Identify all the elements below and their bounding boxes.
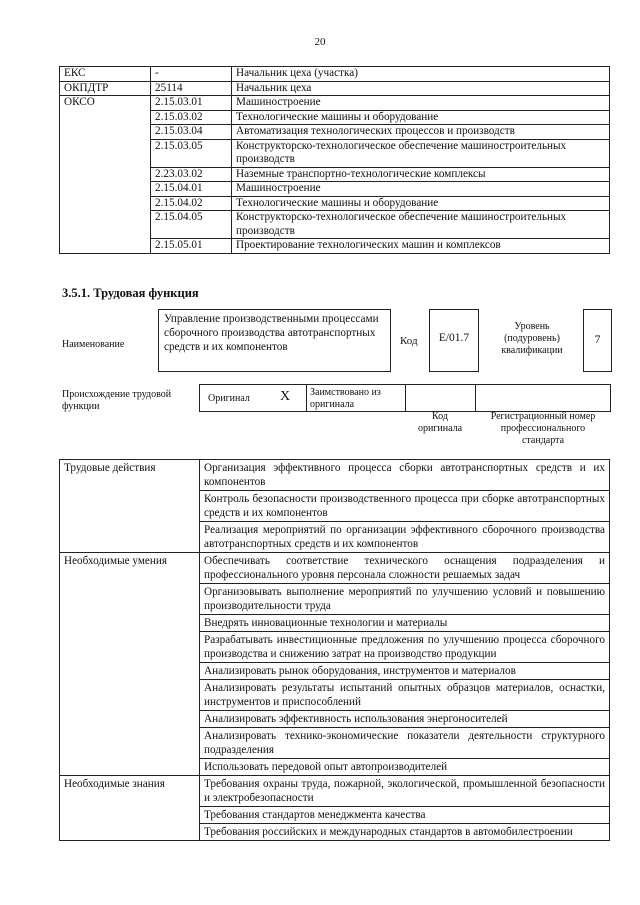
row-heading: Необходимые знания bbox=[60, 776, 200, 841]
level-value: 7 bbox=[594, 332, 601, 346]
borrowed-label: Заимствовано из оригинала bbox=[310, 387, 381, 410]
code-number: 2.15.03.02 bbox=[151, 110, 232, 125]
original-mark: X bbox=[280, 389, 291, 404]
function-details-table bbox=[59, 459, 610, 841]
row-text: Реализация мероприятий по организации эффективного сборочного производства автотранспортных средств и их компонентов bbox=[200, 522, 610, 553]
code-number: 2.23.03.02 bbox=[151, 167, 232, 182]
code-system: ОКПДТР bbox=[60, 81, 151, 96]
code-name: Автоматизация технологических процессов и производств bbox=[232, 125, 610, 140]
original-code-label: Код оригинала bbox=[417, 411, 463, 434]
function-code: E/01.7 bbox=[438, 332, 470, 344]
code-number: 25114 bbox=[151, 81, 232, 96]
row-text: Требования охраны труда, пожарной, экологической, промышленной безопасности и электробезопасности bbox=[200, 776, 610, 807]
code-number: - bbox=[151, 67, 232, 82]
original-label: Оригинал bbox=[208, 393, 250, 404]
code-name: Проектирование технологических машин и комплексов bbox=[232, 239, 610, 254]
page-number: 20 bbox=[314, 36, 326, 48]
code-name: Наземные транспортно-технологические комплексы bbox=[232, 167, 610, 182]
divider bbox=[475, 385, 476, 411]
code-number: 2.15.04.05 bbox=[151, 211, 232, 239]
code-name: Технологические машины и оборудование bbox=[232, 110, 610, 125]
code-label: Код bbox=[400, 335, 418, 347]
divider bbox=[306, 385, 307, 411]
table-row bbox=[60, 67, 610, 82]
row-text: Использовать передовой опыт автопроизводителей bbox=[200, 759, 610, 776]
level-box bbox=[583, 309, 612, 372]
row-heading: Трудовые действия bbox=[60, 460, 200, 553]
row-heading: Необходимые умения bbox=[60, 553, 200, 776]
row-text: Внедрять инновационные технологии и материалы bbox=[200, 615, 610, 632]
code-name: Начальник цеха bbox=[232, 81, 610, 96]
divider bbox=[405, 385, 406, 411]
code-system: ЕКС bbox=[60, 67, 151, 82]
code-number: 2.15.05.01 bbox=[151, 239, 232, 254]
table-row bbox=[60, 553, 610, 584]
code-number: 2.15.04.02 bbox=[151, 196, 232, 211]
row-text: Обеспечивать соответствие технического оснащения подразделения и профессионального уровня персонала сложности решаемых задач bbox=[200, 553, 610, 584]
code-number: 2.15.03.01 bbox=[151, 96, 232, 111]
classifier-codes-table bbox=[59, 66, 610, 254]
registration-number-label: Регистрационный номер профессионального стандарта bbox=[490, 411, 596, 446]
table-row bbox=[60, 460, 610, 491]
function-name-box bbox=[158, 309, 391, 372]
row-text: Анализировать технико-экономические показатели деятельности структурного подразделения bbox=[200, 728, 610, 759]
name-label: Наименование bbox=[62, 339, 125, 350]
row-text: Организовывать выполнение мероприятий по улучшению условий и повышению производительности труда bbox=[200, 584, 610, 615]
code-name: Технологические машины и оборудование bbox=[232, 196, 610, 211]
row-text: Анализировать рынок оборудования, инструментов и материалов bbox=[200, 663, 610, 680]
code-number: 2.15.04.01 bbox=[151, 182, 232, 197]
row-text: Разрабатывать инвестиционные предложения по улучшению процесса сборочного производства и снижению затрат на производство продукции bbox=[200, 632, 610, 663]
code-number: 2.15.03.04 bbox=[151, 125, 232, 140]
row-text: Требования российских и международных стандартов в автомобилестроении bbox=[200, 824, 610, 841]
section-title: 3.5.1. Трудовая функция bbox=[62, 286, 199, 300]
row-text: Анализировать результаты испытаний опытных образцов материалов, оснастки, инструментов и приспособлений bbox=[200, 680, 610, 711]
level-label: Уровень (подуровень) квалификации bbox=[501, 321, 563, 356]
origin-box bbox=[199, 384, 611, 412]
row-text: Анализировать эффективность использования энергоносителей bbox=[200, 711, 610, 728]
code-name: Машиностроение bbox=[232, 182, 610, 197]
table-row bbox=[60, 776, 610, 807]
origin-label: Происхождение трудовой функции bbox=[62, 389, 172, 412]
table-row bbox=[60, 96, 610, 111]
code-name: Конструкторско-технологическое обеспечение машиностроительных производств bbox=[232, 211, 610, 239]
table-row bbox=[60, 81, 610, 96]
row-text: Организация эффективного процесса сборки автотранспортных средств и их компонентов bbox=[200, 460, 610, 491]
code-name: Машиностроение bbox=[232, 96, 610, 111]
function-code-box bbox=[429, 309, 479, 372]
code-name: Конструкторско-технологическое обеспечение машиностроительных производств bbox=[232, 139, 610, 167]
row-text: Контроль безопасности производственного процесса при сборке автотранспортных средств и их компонентов bbox=[200, 491, 610, 522]
code-number: 2.15.03.05 bbox=[151, 139, 232, 167]
code-name: Начальник цеха (участка) bbox=[232, 67, 610, 82]
function-name: Управление производственными процессами сборочного производства автотранспортных средств и их компонентов bbox=[164, 313, 379, 353]
code-system: ОКСО bbox=[60, 96, 151, 254]
row-text: Требования стандартов менеджмента качества bbox=[200, 807, 610, 824]
